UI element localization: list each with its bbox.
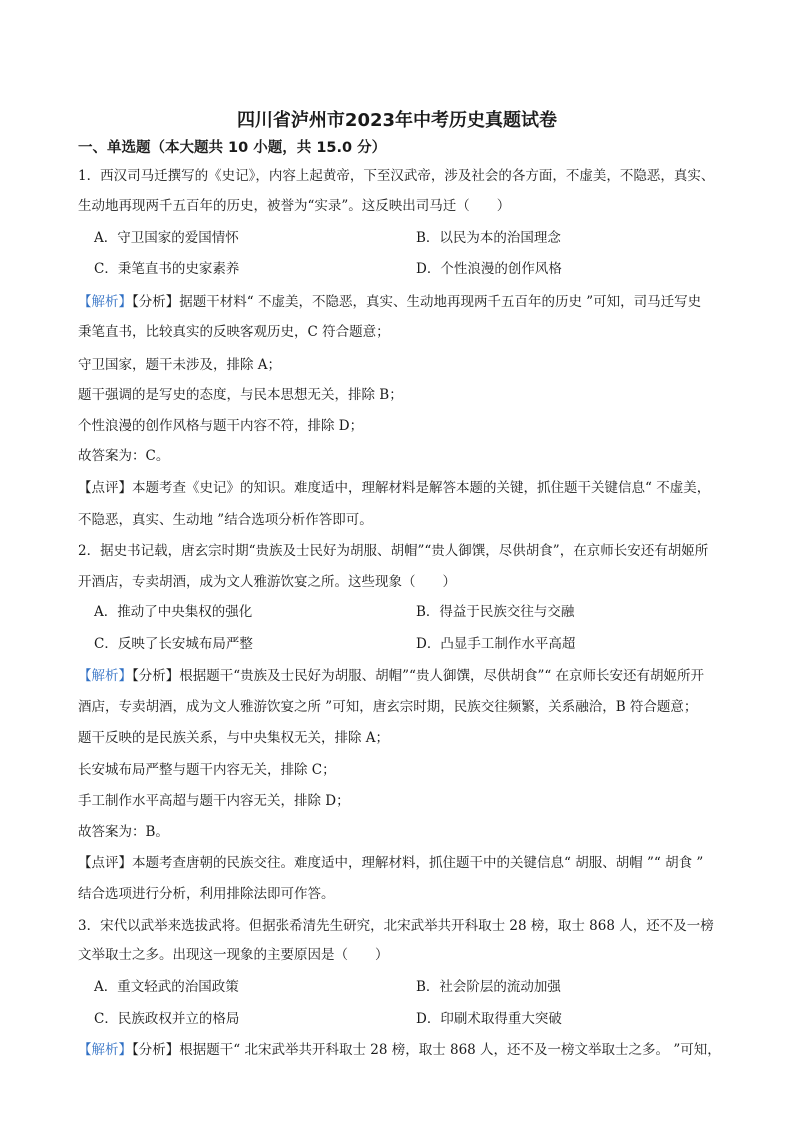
q1-analysis-line-3: 守卫国家，题干未涉及，排除 A；	[78, 357, 282, 373]
q2-comment-line-1: 【点评】本题考查唐朝的民族交往。难度适中，理解材料，抓住题干中的关键信息“ 胡服、胡帽 ”“ 胡食 ”	[78, 855, 704, 871]
analysis-tag: 【解析】	[78, 668, 132, 684]
q2-option-b: B．得益于民族交往与交融	[416, 604, 575, 620]
q3-option-a: A．重文轻武的治国政策	[94, 979, 239, 995]
q2-analysis-line-3: 题干反映的是民族关系，与中央集权无关，排除 A；	[78, 730, 390, 746]
q3-option-d: D．印刷术取得重大突破	[416, 1011, 562, 1027]
q1-analysis-line-2: 秉笔直书，比较真实的反映客观历史，C 符合题意；	[78, 324, 390, 340]
q2-analysis-line-6: 故答案为：B。	[78, 824, 169, 840]
q1-option-d: D．个性浪漫的创作风格	[416, 261, 562, 277]
q2-option-d: D．凸显手工制作水平高超	[416, 636, 576, 652]
q1-analysis-line-1: 【解析】【分析】据题干材料“ 不虚美，不隐恶，真实、生动地再现两千五百年的历史 ”可知，司马迁写史	[78, 294, 702, 310]
q2-analysis-line-5: 手工制作水平高超与题干内容无关，排除 D；	[78, 793, 350, 809]
q1-stem-line-1: 1．西汉司马迁撰写的《史记》，内容上起黄帝，下至汉武帝，涉及社会的各方面，不虚美，不隐恶，真实、	[78, 168, 715, 184]
q1-analysis-line-4: 题干强调的是写史的态度，与民本思想无关，排除 B；	[78, 387, 403, 403]
q1-comment-line-1: 【点评】本题考查《史记》的知识。难度适中，理解材料是解答本题的关键，抓住题干关键信息“ 不虚美，	[78, 480, 711, 496]
q1-option-a: A．守卫国家的爱国情怀	[94, 230, 239, 246]
q2-option-a: A．推动了中央集权的强化	[94, 604, 253, 620]
q1-comment-line-2: 不隐恶，真实、生动地 ”结合选项分析作答即可。	[78, 512, 373, 528]
q3-analysis-line-1: 【解析】【分析】根据题干“ 北宋武举共开科取士 28 榜，取士 868 人，还不及一榜文举取士之多。 ”可知，	[78, 1042, 721, 1058]
section-heading: 一、单选题（本大题共 10 小题，共 15.0 分）	[78, 140, 387, 156]
q3-option-c: C．民族政权并立的格局	[94, 1011, 240, 1027]
q3-stem-line-1: 3．宋代以武举来选拔武将。但据张希清先生研究，北宋武举共开科取士 28 榜，取士 868 人，还不及一榜	[78, 918, 714, 934]
q2-comment-line-2: 结合选项进行分析，利用排除法即可作答。	[78, 886, 335, 902]
analysis-tag: 【解析】	[78, 1042, 132, 1058]
q1-analysis-line-6: 故答案为：C。	[78, 448, 170, 464]
q3-option-b: B．社会阶层的流动加强	[416, 979, 561, 995]
page-title: 四川省泸州市2023年中考历史真题试卷	[236, 110, 558, 131]
q2-analysis-line-2: 酒店，专卖胡酒，成为文人雅游饮宴之所 ”可知，唐玄宗时期，民族交往频繁，关系融洽，B 符合题意；	[78, 699, 698, 715]
q2-stem-line-1: 2．据史书记载，唐玄宗时期“贵族及士民好为胡服、胡帽”“贵人御馔，尽供胡食”，在京师长安还有胡姬所	[78, 543, 709, 559]
q1-stem-line-2: 生动地再现两千五百年的历史，被誉为“实录”。这反映出司马迁（ ）	[78, 198, 511, 214]
q1-option-b: B．以民为本的治国理念	[416, 230, 561, 246]
q1-option-c: C．秉笔直书的史家素养	[94, 261, 240, 277]
q2-analysis-line-4: 长安城布局严整与题干内容无关，排除 C；	[78, 762, 336, 778]
analysis-tag: 【解析】	[78, 294, 132, 310]
q2-option-c: C．反映了长安城布局严整	[94, 636, 253, 652]
q3-stem-line-2: 文举取士之多。出现这一现象的主要原因是（ ）	[78, 947, 389, 963]
q1-analysis-line-5: 个性浪漫的创作风格与题干内容不符，排除 D；	[78, 418, 364, 434]
q2-analysis-line-1: 【解析】【分析】根据题干“贵族及士民好为胡服、胡帽”“贵人御馔，尽供胡食”“ 在京师长安还有胡姬所开	[78, 668, 705, 684]
q2-stem-line-2: 开酒店，专卖胡酒，成为文人雅游饮宴之所。这些现象（ ）	[78, 574, 456, 590]
